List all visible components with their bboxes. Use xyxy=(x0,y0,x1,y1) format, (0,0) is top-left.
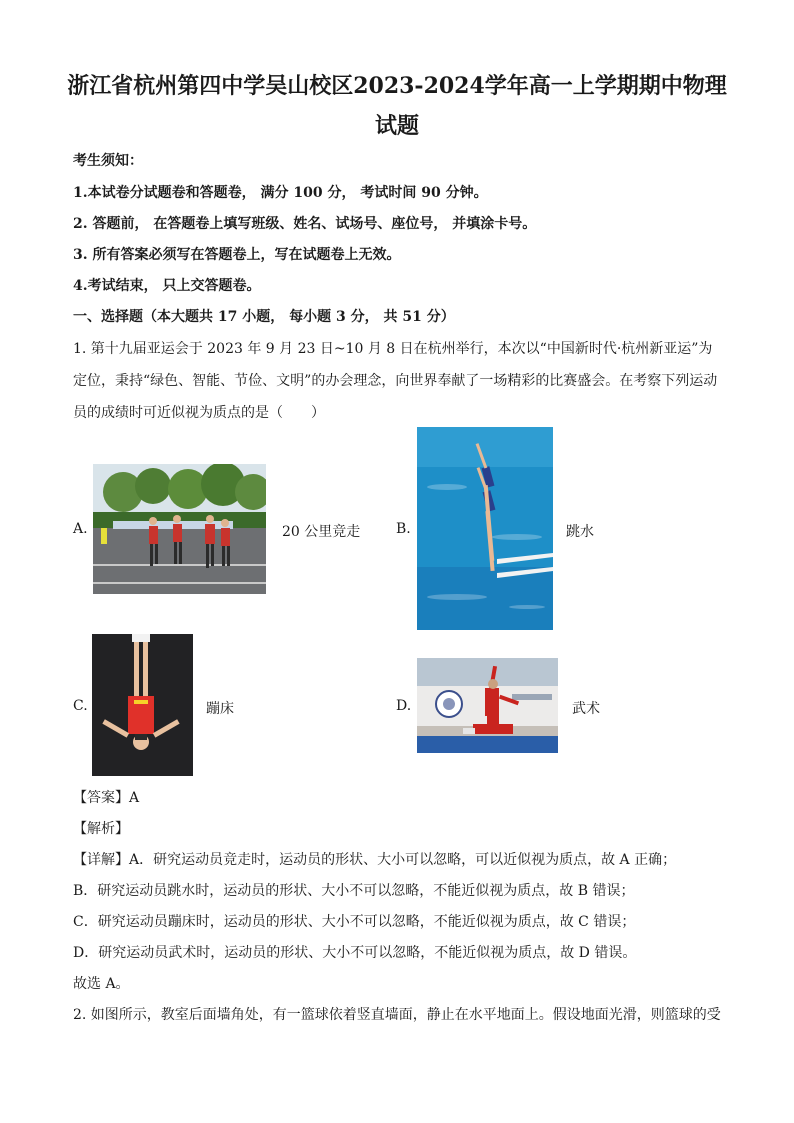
answer: 【答案】A xyxy=(73,790,140,806)
option-a-label: 20 公里竞走 xyxy=(282,524,361,540)
option-b-label: 跳水 xyxy=(566,524,594,540)
conclusion: 故选 A。 xyxy=(73,976,130,992)
detail-a: 【详解】A．研究运动员竞走时，运动员的形状、大小可以忽略，可以近似视为质点，故 A 正确； xyxy=(73,852,677,868)
detail-b: B．研究运动员跳水时，运动员的形状、大小不可以忽略，不能近似视为质点，故 B 错误； xyxy=(73,883,635,899)
analysis-heading: 【解析】 xyxy=(73,821,129,837)
option-d-label: 武术 xyxy=(572,701,600,717)
notice-heading: 考生须知： xyxy=(73,153,143,169)
race-walk-photo xyxy=(93,464,266,594)
option-c-letter: C. xyxy=(73,698,88,714)
wushu-photo xyxy=(417,658,558,753)
detail-d: D．研究运动员武术时，运动员的形状、大小不可以忽略，不能近似视为质点，故 D 错误。 xyxy=(73,945,637,961)
notice-item-2: 2. 答题前， 在答题卷上填写班级、姓名、试场号、座位号， 并填涂卡号。 xyxy=(73,216,537,232)
option-b-letter: B. xyxy=(396,521,411,537)
trampoline-photo xyxy=(92,634,193,776)
detail-c: C．研究运动员蹦床时，运动员的形状、大小不可以忽略，不能近似视为质点，故 C 错误； xyxy=(73,914,636,930)
page-title: 浙江省杭州第四中学吴山校区2023-2024学年高一上学期期中物理试题 xyxy=(67,73,727,139)
option-a-letter: A. xyxy=(73,521,88,537)
option-c-label: 蹦床 xyxy=(206,701,234,717)
notice-item-1: 1.本试卷分试题卷和答题卷， 满分 100 分， 考试时间 90 分钟。 xyxy=(73,185,488,201)
option-d-letter: D. xyxy=(396,698,412,714)
section-heading: 一、选择题（本大题共 17 小题， 每小题 3 分， 共 51 分） xyxy=(73,309,455,325)
question-1-text: 1. 第十九届亚运会于 2023 年 9 月 23 日~10 月 8 日在杭州举行，本次以“中国新时代·杭州新亚运”为定位，秉持“绿色、智能、节俭、文明”的办会理念，向世界奉献了一场精彩的比赛盛会。在考察下列运动员的成绩时可近似视为质点的是（ ） xyxy=(73,341,718,421)
notice-item-3: 3. 所有答案必须写在答题卷上，写在试题卷上无效。 xyxy=(73,247,401,263)
question-2-text: 2. 如图所示，教室后面墙角处，有一篮球依着竖直墙面，静止在水平地面上。假设地面光滑，则篮球的受 xyxy=(73,1007,721,1023)
notice-item-4: 4.考试结束， 只上交答题卷。 xyxy=(73,278,261,294)
diving-photo xyxy=(417,427,553,630)
